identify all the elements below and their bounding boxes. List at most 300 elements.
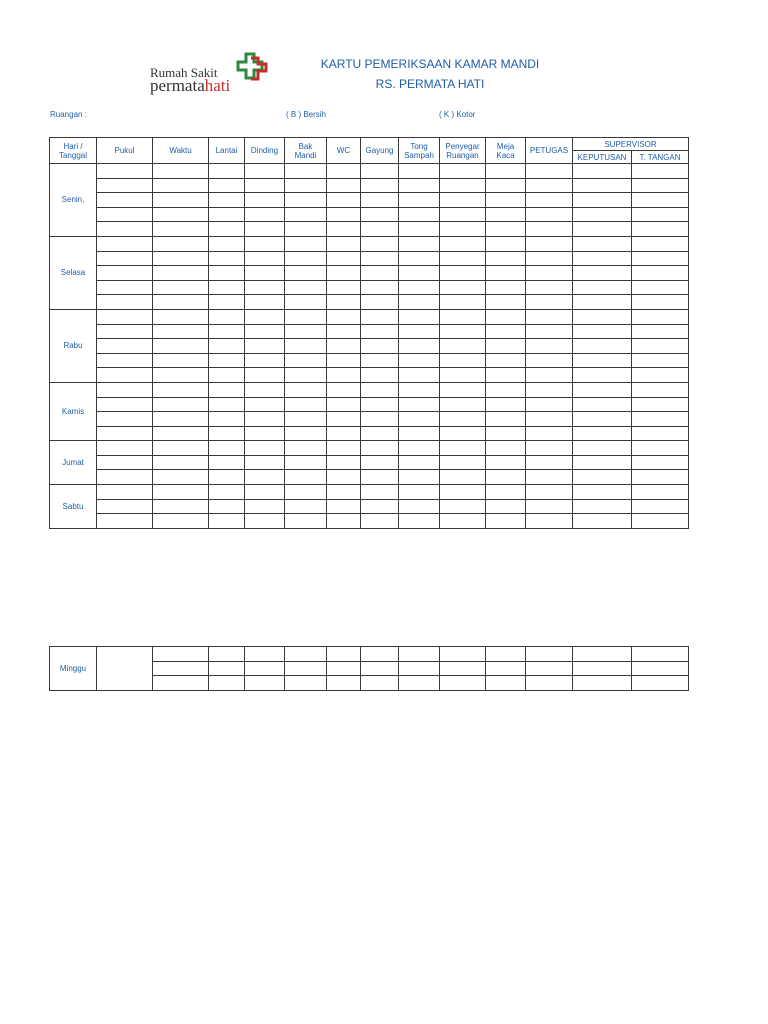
entry-cell[interactable] bbox=[245, 661, 285, 676]
entry-cell[interactable] bbox=[486, 426, 526, 441]
entry-cell[interactable] bbox=[632, 353, 689, 368]
entry-cell[interactable] bbox=[97, 647, 153, 691]
entry-cell[interactable] bbox=[486, 236, 526, 251]
entry-cell[interactable] bbox=[209, 207, 245, 222]
entry-cell[interactable] bbox=[209, 397, 245, 412]
entry-cell[interactable] bbox=[245, 412, 285, 427]
entry-cell[interactable] bbox=[209, 353, 245, 368]
entry-cell[interactable] bbox=[285, 455, 327, 470]
entry-cell[interactable] bbox=[632, 499, 689, 514]
entry-cell[interactable] bbox=[486, 397, 526, 412]
entry-cell[interactable] bbox=[632, 178, 689, 193]
entry-cell[interactable] bbox=[399, 412, 440, 427]
entry-cell[interactable] bbox=[285, 441, 327, 456]
entry-cell[interactable] bbox=[285, 499, 327, 514]
entry-cell[interactable] bbox=[486, 499, 526, 514]
entry-cell[interactable] bbox=[285, 412, 327, 427]
entry-cell[interactable] bbox=[632, 647, 689, 662]
entry-cell[interactable] bbox=[97, 368, 153, 383]
entry-cell[interactable] bbox=[153, 280, 209, 295]
entry-cell[interactable] bbox=[632, 164, 689, 179]
entry-cell[interactable] bbox=[486, 178, 526, 193]
entry-cell[interactable] bbox=[327, 339, 361, 354]
entry-cell[interactable] bbox=[526, 353, 573, 368]
entry-cell[interactable] bbox=[526, 266, 573, 281]
entry-cell[interactable] bbox=[632, 426, 689, 441]
entry-cell[interactable] bbox=[97, 266, 153, 281]
entry-cell[interactable] bbox=[153, 412, 209, 427]
entry-cell[interactable] bbox=[209, 661, 245, 676]
entry-cell[interactable] bbox=[440, 324, 486, 339]
entry-cell[interactable] bbox=[245, 426, 285, 441]
entry-cell[interactable] bbox=[245, 309, 285, 324]
entry-cell[interactable] bbox=[440, 412, 486, 427]
entry-cell[interactable] bbox=[285, 353, 327, 368]
entry-cell[interactable] bbox=[327, 251, 361, 266]
entry-cell[interactable] bbox=[245, 266, 285, 281]
entry-cell[interactable] bbox=[245, 470, 285, 485]
entry-cell[interactable] bbox=[573, 368, 632, 383]
entry-cell[interactable] bbox=[209, 309, 245, 324]
entry-cell[interactable] bbox=[327, 368, 361, 383]
entry-cell[interactable] bbox=[399, 455, 440, 470]
entry-cell[interactable] bbox=[486, 676, 526, 691]
entry-cell[interactable] bbox=[573, 309, 632, 324]
entry-cell[interactable] bbox=[573, 441, 632, 456]
entry-cell[interactable] bbox=[526, 661, 573, 676]
entry-cell[interactable] bbox=[97, 382, 153, 397]
entry-cell[interactable] bbox=[399, 193, 440, 208]
entry-cell[interactable] bbox=[327, 661, 361, 676]
entry-cell[interactable] bbox=[97, 178, 153, 193]
entry-cell[interactable] bbox=[573, 193, 632, 208]
entry-cell[interactable] bbox=[285, 470, 327, 485]
entry-cell[interactable] bbox=[632, 309, 689, 324]
entry-cell[interactable] bbox=[245, 353, 285, 368]
entry-cell[interactable] bbox=[361, 676, 399, 691]
entry-cell[interactable] bbox=[632, 441, 689, 456]
entry-cell[interactable] bbox=[632, 251, 689, 266]
entry-cell[interactable] bbox=[486, 353, 526, 368]
entry-cell[interactable] bbox=[526, 368, 573, 383]
entry-cell[interactable] bbox=[327, 514, 361, 529]
entry-cell[interactable] bbox=[245, 514, 285, 529]
entry-cell[interactable] bbox=[632, 295, 689, 310]
entry-cell[interactable] bbox=[526, 324, 573, 339]
entry-cell[interactable] bbox=[486, 280, 526, 295]
entry-cell[interactable] bbox=[153, 514, 209, 529]
entry-cell[interactable] bbox=[573, 178, 632, 193]
entry-cell[interactable] bbox=[632, 207, 689, 222]
entry-cell[interactable] bbox=[153, 339, 209, 354]
entry-cell[interactable] bbox=[440, 280, 486, 295]
entry-cell[interactable] bbox=[526, 339, 573, 354]
entry-cell[interactable] bbox=[486, 661, 526, 676]
entry-cell[interactable] bbox=[573, 266, 632, 281]
entry-cell[interactable] bbox=[440, 485, 486, 500]
entry-cell[interactable] bbox=[97, 485, 153, 500]
entry-cell[interactable] bbox=[632, 339, 689, 354]
entry-cell[interactable] bbox=[399, 324, 440, 339]
entry-cell[interactable] bbox=[486, 485, 526, 500]
entry-cell[interactable] bbox=[209, 426, 245, 441]
entry-cell[interactable] bbox=[245, 164, 285, 179]
entry-cell[interactable] bbox=[361, 207, 399, 222]
entry-cell[interactable] bbox=[245, 236, 285, 251]
entry-cell[interactable] bbox=[440, 309, 486, 324]
entry-cell[interactable] bbox=[526, 397, 573, 412]
entry-cell[interactable] bbox=[327, 676, 361, 691]
entry-cell[interactable] bbox=[153, 499, 209, 514]
entry-cell[interactable] bbox=[632, 470, 689, 485]
entry-cell[interactable] bbox=[285, 382, 327, 397]
entry-cell[interactable] bbox=[486, 164, 526, 179]
entry-cell[interactable] bbox=[327, 426, 361, 441]
entry-cell[interactable] bbox=[573, 455, 632, 470]
entry-cell[interactable] bbox=[285, 397, 327, 412]
entry-cell[interactable] bbox=[399, 280, 440, 295]
entry-cell[interactable] bbox=[97, 324, 153, 339]
entry-cell[interactable] bbox=[285, 266, 327, 281]
entry-cell[interactable] bbox=[153, 193, 209, 208]
entry-cell[interactable] bbox=[209, 251, 245, 266]
entry-cell[interactable] bbox=[526, 470, 573, 485]
entry-cell[interactable] bbox=[245, 368, 285, 383]
entry-cell[interactable] bbox=[245, 382, 285, 397]
entry-cell[interactable] bbox=[209, 280, 245, 295]
entry-cell[interactable] bbox=[486, 368, 526, 383]
entry-cell[interactable] bbox=[486, 412, 526, 427]
entry-cell[interactable] bbox=[327, 499, 361, 514]
entry-cell[interactable] bbox=[153, 368, 209, 383]
entry-cell[interactable] bbox=[209, 193, 245, 208]
entry-cell[interactable] bbox=[361, 324, 399, 339]
entry-cell[interactable] bbox=[440, 266, 486, 281]
entry-cell[interactable] bbox=[399, 647, 440, 662]
entry-cell[interactable] bbox=[209, 222, 245, 237]
entry-cell[interactable] bbox=[440, 164, 486, 179]
entry-cell[interactable] bbox=[440, 441, 486, 456]
entry-cell[interactable] bbox=[209, 485, 245, 500]
entry-cell[interactable] bbox=[209, 412, 245, 427]
entry-cell[interactable] bbox=[526, 280, 573, 295]
entry-cell[interactable] bbox=[361, 514, 399, 529]
entry-cell[interactable] bbox=[327, 295, 361, 310]
entry-cell[interactable] bbox=[399, 309, 440, 324]
entry-cell[interactable] bbox=[526, 499, 573, 514]
entry-cell[interactable] bbox=[486, 222, 526, 237]
entry-cell[interactable] bbox=[153, 647, 209, 662]
entry-cell[interactable] bbox=[97, 193, 153, 208]
entry-cell[interactable] bbox=[361, 470, 399, 485]
entry-cell[interactable] bbox=[327, 485, 361, 500]
entry-cell[interactable] bbox=[285, 207, 327, 222]
entry-cell[interactable] bbox=[245, 441, 285, 456]
entry-cell[interactable] bbox=[361, 368, 399, 383]
entry-cell[interactable] bbox=[486, 514, 526, 529]
entry-cell[interactable] bbox=[526, 309, 573, 324]
entry-cell[interactable] bbox=[361, 236, 399, 251]
entry-cell[interactable] bbox=[209, 455, 245, 470]
entry-cell[interactable] bbox=[327, 441, 361, 456]
entry-cell[interactable] bbox=[361, 647, 399, 662]
entry-cell[interactable] bbox=[440, 455, 486, 470]
entry-cell[interactable] bbox=[440, 236, 486, 251]
entry-cell[interactable] bbox=[526, 441, 573, 456]
entry-cell[interactable] bbox=[486, 382, 526, 397]
entry-cell[interactable] bbox=[486, 193, 526, 208]
entry-cell[interactable] bbox=[573, 397, 632, 412]
entry-cell[interactable] bbox=[573, 324, 632, 339]
entry-cell[interactable] bbox=[245, 295, 285, 310]
entry-cell[interactable] bbox=[209, 470, 245, 485]
entry-cell[interactable] bbox=[440, 353, 486, 368]
entry-cell[interactable] bbox=[526, 426, 573, 441]
entry-cell[interactable] bbox=[361, 251, 399, 266]
entry-cell[interactable] bbox=[327, 455, 361, 470]
entry-cell[interactable] bbox=[361, 426, 399, 441]
entry-cell[interactable] bbox=[526, 222, 573, 237]
entry-cell[interactable] bbox=[526, 236, 573, 251]
entry-cell[interactable] bbox=[245, 280, 285, 295]
entry-cell[interactable] bbox=[440, 193, 486, 208]
entry-cell[interactable] bbox=[361, 193, 399, 208]
entry-cell[interactable] bbox=[153, 353, 209, 368]
entry-cell[interactable] bbox=[361, 309, 399, 324]
entry-cell[interactable] bbox=[153, 251, 209, 266]
entry-cell[interactable] bbox=[632, 412, 689, 427]
entry-cell[interactable] bbox=[573, 339, 632, 354]
entry-cell[interactable] bbox=[327, 266, 361, 281]
entry-cell[interactable] bbox=[209, 382, 245, 397]
entry-cell[interactable] bbox=[327, 280, 361, 295]
entry-cell[interactable] bbox=[440, 251, 486, 266]
entry-cell[interactable] bbox=[440, 207, 486, 222]
entry-cell[interactable] bbox=[526, 412, 573, 427]
entry-cell[interactable] bbox=[399, 485, 440, 500]
entry-cell[interactable] bbox=[327, 647, 361, 662]
entry-cell[interactable] bbox=[245, 251, 285, 266]
entry-cell[interactable] bbox=[209, 339, 245, 354]
entry-cell[interactable] bbox=[526, 164, 573, 179]
entry-cell[interactable] bbox=[153, 178, 209, 193]
entry-cell[interactable] bbox=[209, 647, 245, 662]
entry-cell[interactable] bbox=[632, 222, 689, 237]
entry-cell[interactable] bbox=[97, 353, 153, 368]
entry-cell[interactable] bbox=[573, 514, 632, 529]
entry-cell[interactable] bbox=[399, 470, 440, 485]
entry-cell[interactable] bbox=[97, 455, 153, 470]
entry-cell[interactable] bbox=[486, 251, 526, 266]
entry-cell[interactable] bbox=[399, 266, 440, 281]
entry-cell[interactable] bbox=[285, 295, 327, 310]
entry-cell[interactable] bbox=[285, 647, 327, 662]
entry-cell[interactable] bbox=[526, 178, 573, 193]
entry-cell[interactable] bbox=[153, 485, 209, 500]
entry-cell[interactable] bbox=[361, 178, 399, 193]
entry-cell[interactable] bbox=[97, 251, 153, 266]
entry-cell[interactable] bbox=[632, 368, 689, 383]
entry-cell[interactable] bbox=[573, 412, 632, 427]
entry-cell[interactable] bbox=[399, 368, 440, 383]
entry-cell[interactable] bbox=[399, 295, 440, 310]
entry-cell[interactable] bbox=[486, 324, 526, 339]
entry-cell[interactable] bbox=[327, 164, 361, 179]
entry-cell[interactable] bbox=[361, 397, 399, 412]
entry-cell[interactable] bbox=[399, 382, 440, 397]
entry-cell[interactable] bbox=[632, 485, 689, 500]
entry-cell[interactable] bbox=[153, 455, 209, 470]
entry-cell[interactable] bbox=[153, 426, 209, 441]
entry-cell[interactable] bbox=[399, 353, 440, 368]
entry-cell[interactable] bbox=[327, 207, 361, 222]
entry-cell[interactable] bbox=[632, 676, 689, 691]
entry-cell[interactable] bbox=[97, 309, 153, 324]
entry-cell[interactable] bbox=[440, 339, 486, 354]
entry-cell[interactable] bbox=[526, 193, 573, 208]
entry-cell[interactable] bbox=[573, 295, 632, 310]
entry-cell[interactable] bbox=[399, 164, 440, 179]
entry-cell[interactable] bbox=[632, 193, 689, 208]
entry-cell[interactable] bbox=[97, 412, 153, 427]
entry-cell[interactable] bbox=[285, 661, 327, 676]
entry-cell[interactable] bbox=[245, 499, 285, 514]
entry-cell[interactable] bbox=[361, 339, 399, 354]
entry-cell[interactable] bbox=[97, 514, 153, 529]
entry-cell[interactable] bbox=[486, 647, 526, 662]
entry-cell[interactable] bbox=[209, 178, 245, 193]
entry-cell[interactable] bbox=[153, 236, 209, 251]
entry-cell[interactable] bbox=[209, 368, 245, 383]
entry-cell[interactable] bbox=[573, 222, 632, 237]
entry-cell[interactable] bbox=[440, 676, 486, 691]
entry-cell[interactable] bbox=[573, 236, 632, 251]
entry-cell[interactable] bbox=[486, 266, 526, 281]
entry-cell[interactable] bbox=[327, 382, 361, 397]
entry-cell[interactable] bbox=[573, 207, 632, 222]
entry-cell[interactable] bbox=[153, 309, 209, 324]
entry-cell[interactable] bbox=[486, 470, 526, 485]
entry-cell[interactable] bbox=[486, 295, 526, 310]
entry-cell[interactable] bbox=[97, 470, 153, 485]
entry-cell[interactable] bbox=[285, 178, 327, 193]
entry-cell[interactable] bbox=[573, 426, 632, 441]
entry-cell[interactable] bbox=[632, 382, 689, 397]
entry-cell[interactable] bbox=[361, 485, 399, 500]
entry-cell[interactable] bbox=[153, 207, 209, 222]
entry-cell[interactable] bbox=[209, 236, 245, 251]
entry-cell[interactable] bbox=[573, 280, 632, 295]
entry-cell[interactable] bbox=[399, 251, 440, 266]
entry-cell[interactable] bbox=[399, 178, 440, 193]
entry-cell[interactable] bbox=[285, 164, 327, 179]
entry-cell[interactable] bbox=[632, 236, 689, 251]
entry-cell[interactable] bbox=[486, 441, 526, 456]
entry-cell[interactable] bbox=[361, 295, 399, 310]
entry-cell[interactable] bbox=[573, 353, 632, 368]
entry-cell[interactable] bbox=[573, 251, 632, 266]
entry-cell[interactable] bbox=[440, 222, 486, 237]
entry-cell[interactable] bbox=[153, 676, 209, 691]
entry-cell[interactable] bbox=[153, 266, 209, 281]
entry-cell[interactable] bbox=[361, 222, 399, 237]
entry-cell[interactable] bbox=[245, 178, 285, 193]
entry-cell[interactable] bbox=[526, 485, 573, 500]
entry-cell[interactable] bbox=[361, 280, 399, 295]
entry-cell[interactable] bbox=[153, 470, 209, 485]
entry-cell[interactable] bbox=[361, 382, 399, 397]
entry-cell[interactable] bbox=[486, 339, 526, 354]
entry-cell[interactable] bbox=[285, 676, 327, 691]
entry-cell[interactable] bbox=[573, 661, 632, 676]
entry-cell[interactable] bbox=[361, 164, 399, 179]
entry-cell[interactable] bbox=[245, 397, 285, 412]
entry-cell[interactable] bbox=[632, 324, 689, 339]
entry-cell[interactable] bbox=[245, 193, 285, 208]
entry-cell[interactable] bbox=[440, 397, 486, 412]
entry-cell[interactable] bbox=[632, 280, 689, 295]
entry-cell[interactable] bbox=[245, 485, 285, 500]
entry-cell[interactable] bbox=[440, 382, 486, 397]
entry-cell[interactable] bbox=[526, 382, 573, 397]
entry-cell[interactable] bbox=[399, 222, 440, 237]
entry-cell[interactable] bbox=[153, 295, 209, 310]
entry-cell[interactable] bbox=[399, 339, 440, 354]
entry-cell[interactable] bbox=[632, 397, 689, 412]
entry-cell[interactable] bbox=[573, 164, 632, 179]
entry-cell[interactable] bbox=[209, 266, 245, 281]
entry-cell[interactable] bbox=[573, 676, 632, 691]
entry-cell[interactable] bbox=[440, 499, 486, 514]
entry-cell[interactable] bbox=[361, 455, 399, 470]
entry-cell[interactable] bbox=[97, 280, 153, 295]
entry-cell[interactable] bbox=[153, 222, 209, 237]
entry-cell[interactable] bbox=[573, 647, 632, 662]
entry-cell[interactable] bbox=[632, 266, 689, 281]
entry-cell[interactable] bbox=[440, 647, 486, 662]
entry-cell[interactable] bbox=[632, 514, 689, 529]
entry-cell[interactable] bbox=[440, 178, 486, 193]
entry-cell[interactable] bbox=[245, 339, 285, 354]
entry-cell[interactable] bbox=[399, 207, 440, 222]
entry-cell[interactable] bbox=[245, 455, 285, 470]
entry-cell[interactable] bbox=[209, 499, 245, 514]
entry-cell[interactable] bbox=[526, 455, 573, 470]
entry-cell[interactable] bbox=[399, 661, 440, 676]
entry-cell[interactable] bbox=[97, 441, 153, 456]
entry-cell[interactable] bbox=[399, 676, 440, 691]
entry-cell[interactable] bbox=[285, 236, 327, 251]
entry-cell[interactable] bbox=[361, 353, 399, 368]
entry-cell[interactable] bbox=[440, 470, 486, 485]
entry-cell[interactable] bbox=[245, 222, 285, 237]
entry-cell[interactable] bbox=[285, 251, 327, 266]
entry-cell[interactable] bbox=[327, 236, 361, 251]
entry-cell[interactable] bbox=[245, 324, 285, 339]
entry-cell[interactable] bbox=[209, 514, 245, 529]
entry-cell[interactable] bbox=[285, 368, 327, 383]
entry-cell[interactable] bbox=[245, 647, 285, 662]
entry-cell[interactable] bbox=[285, 193, 327, 208]
entry-cell[interactable] bbox=[285, 339, 327, 354]
entry-cell[interactable] bbox=[526, 676, 573, 691]
entry-cell[interactable] bbox=[440, 368, 486, 383]
entry-cell[interactable] bbox=[361, 412, 399, 427]
entry-cell[interactable] bbox=[245, 207, 285, 222]
entry-cell[interactable] bbox=[97, 426, 153, 441]
entry-cell[interactable] bbox=[573, 485, 632, 500]
entry-cell[interactable] bbox=[573, 470, 632, 485]
